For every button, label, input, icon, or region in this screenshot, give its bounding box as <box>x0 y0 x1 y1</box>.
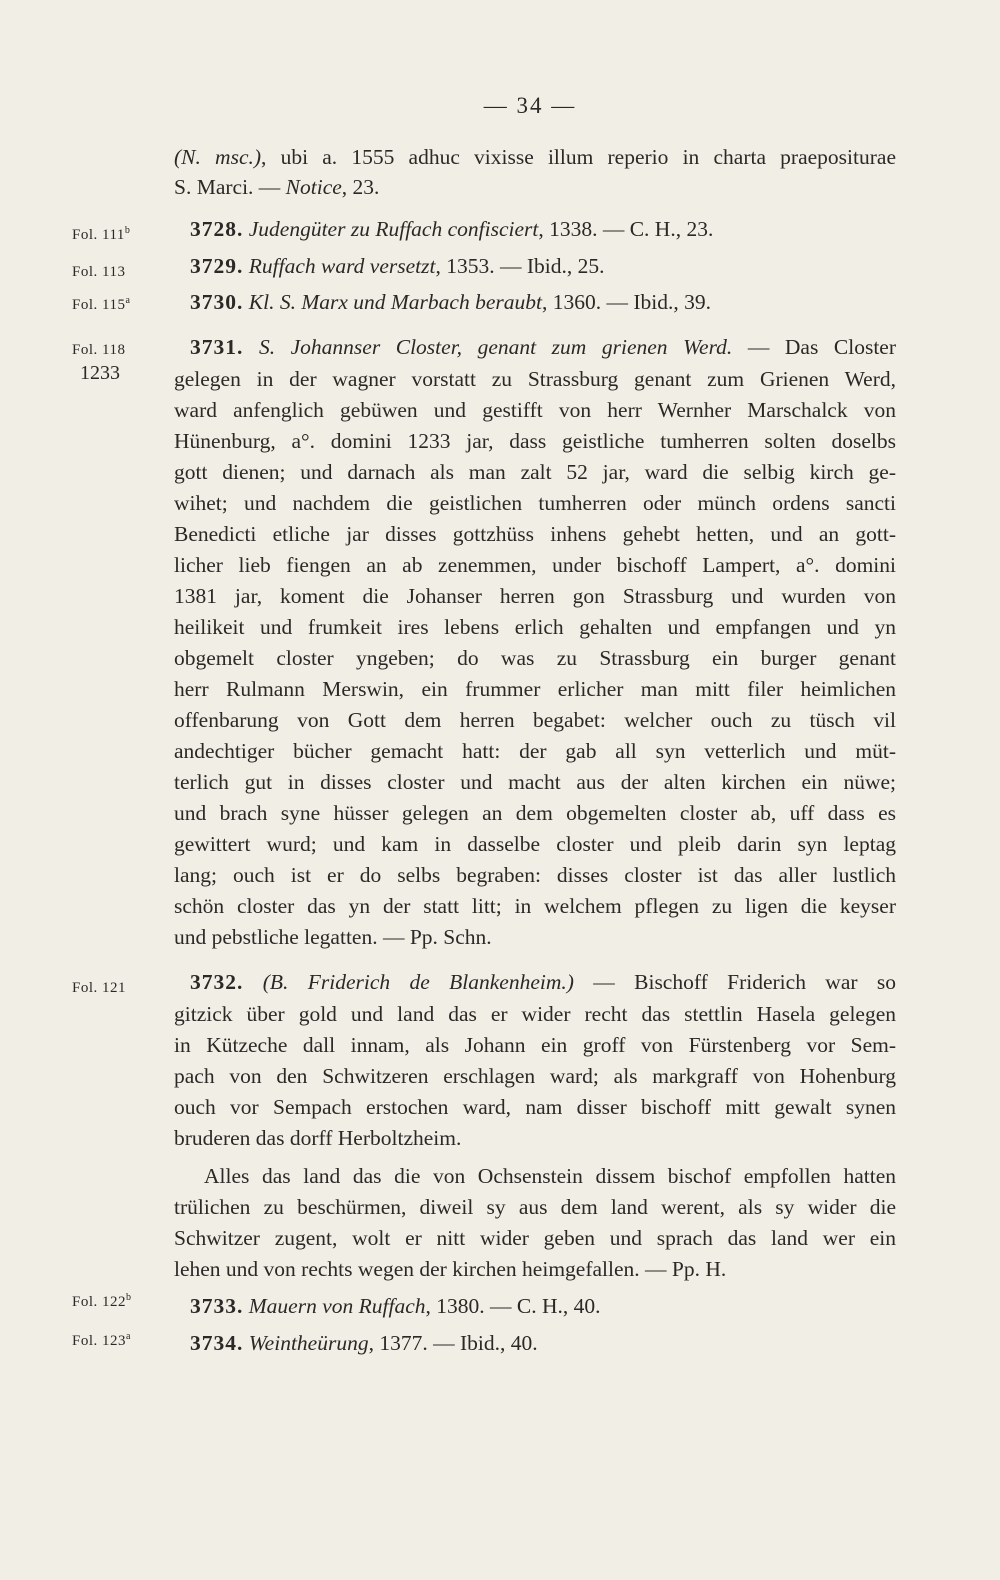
text-line: licher lieb fiengen an ab zenemmen, under bischoff Lampert, a°. domini <box>174 553 896 577</box>
margin-folio: Fol. 123$^a$ <box>72 1331 131 1349</box>
text-line: und pebstliche legatten. — Pp. Schn. <box>174 925 492 949</box>
text-line: Hünenburg, a°. domini 1233 jar, dass geistliche tumherren solten doselbs <box>174 429 896 453</box>
entry-3730: 3730. Kl. S. Marx und Marbach beraubt, 1360. — Ibid., 39. <box>190 290 711 314</box>
text-line: (N. msc.), ubi a. 1555 adhuc vixisse illum reperio in charta praepositurae <box>174 145 896 169</box>
entry-3728: 3728. Judengüter zu Ruffach confisciert, 1338. — C. H., 23. <box>190 217 714 241</box>
text-line: lang; ouch ist er do selbs begraben: disses closter ist das aller lustlich <box>174 863 896 887</box>
text-line: terlich gut in disses closter und macht aus der alten kirchen ein nüwe; <box>174 770 896 794</box>
entry-3731: 3731. S. Johannser Closter, genant zum grienen Werd. — Das Closter <box>190 335 897 359</box>
margin-folio: Fol. 111$^b$ <box>72 225 131 243</box>
margin-folio: Fol. 118 <box>72 342 126 358</box>
margin-folio: Fol. 122$^b$ <box>72 1292 132 1310</box>
text-line: gewittert wurd; und kam in dasselbe closter und pleib darin syn leptag <box>174 832 896 856</box>
text-line: pach von den Schwitzeren erschlagen ward; als markgraff von Hohenburg <box>174 1064 896 1088</box>
text-line: trülichen zu beschürmen, diweil sy aus dem land werent, als sy wider die <box>174 1195 896 1219</box>
entry-3733: 3733. Mauern von Ruffach, 1380. — C. H., 40. <box>190 1294 601 1318</box>
text-line: heilikeit und frumkeit ires lebens erlich gehalten und empfangen und yn <box>174 615 896 639</box>
text-line: Schwitzer zugent, wolt er nitt wider geben und sprach das land wer ein <box>174 1226 896 1250</box>
text-line: 1381 jar, koment die Johanser herren gon Strassburg und wurden von <box>174 584 896 608</box>
page-number: — 34 — <box>483 93 577 118</box>
text-line: schön closter das yn der statt litt; in welchem pflegen zu ligen die keyser <box>174 894 896 918</box>
text-line: obgemelt closter yngeben; do was zu Strassburg ein burger genant <box>174 646 896 670</box>
text-line: Alles das land das die von Ochsenstein dissem bischof empfollen hatten <box>204 1164 896 1188</box>
text-line: gitzick über gold und land das er wider recht das stettlin Hasela gelegen <box>174 1002 896 1026</box>
margin-folio: Fol. 115$^a$ <box>72 295 131 313</box>
text-line: gelegen in der wagner vorstatt zu Strassburg genant zum Grienen Werd, <box>174 367 896 391</box>
entry-3734: 3734. Weintheürung, 1377. — Ibid., 40. <box>190 1331 538 1355</box>
text-line: Benedicti etliche jar disses gottzhüss inhens gehebt hetten, und an gott- <box>174 522 896 546</box>
text-line: ward anfenglich gebüwen und gestifft von herr Wernher Marschalck von <box>174 398 896 422</box>
text-line: herr Rulmann Merswin, ein frummer erlicher man mitt filer heimlichen <box>174 677 896 701</box>
entry-3729: 3729. Ruffach ward versetzt, 1353. — Ibid., 25. <box>190 254 605 278</box>
text-line: ouch vor Sempach erstochen ward, nam disser bischoff mitt gewalt synen <box>174 1095 896 1119</box>
margin-folio: Fol. 113 <box>72 264 126 280</box>
text-line: in Kützeche dall innam, als Johann ein groff von Fürstenberg vor Sem- <box>174 1033 896 1057</box>
text-line: gott dienen; und darnach als man zalt 52 jar, ward die selbig kirch ge- <box>174 460 896 484</box>
entry-3732: 3732. (B. Friderich de Blankenheim.) — Bischoff Friderich war so <box>190 970 896 994</box>
margin-year: 1233 <box>80 362 120 384</box>
text-line: und brach syne hüsser gelegen an dem obgemelten closter ab, uff dass es <box>174 801 896 825</box>
margin-folio: Fol. 121 <box>72 980 127 996</box>
text-line: lehen und von rechts wegen der kirchen heimgefallen. — Pp. H. <box>174 1257 727 1281</box>
text-line: bruderen das dorff Herboltzheim. <box>174 1126 462 1150</box>
text-line: offenbarung von Gott dem herren begabet: welcher ouch zu tüsch vil <box>174 708 896 732</box>
text-line: wihet; und nachdem die geistlichen tumherren oder münch ordens sancti <box>174 491 896 515</box>
text-line: S. Marci. — Notice, 23. <box>174 175 380 199</box>
text-line: andechtiger bücher gemacht hatt: der gab all syn vetterlich und müt- <box>174 739 896 763</box>
